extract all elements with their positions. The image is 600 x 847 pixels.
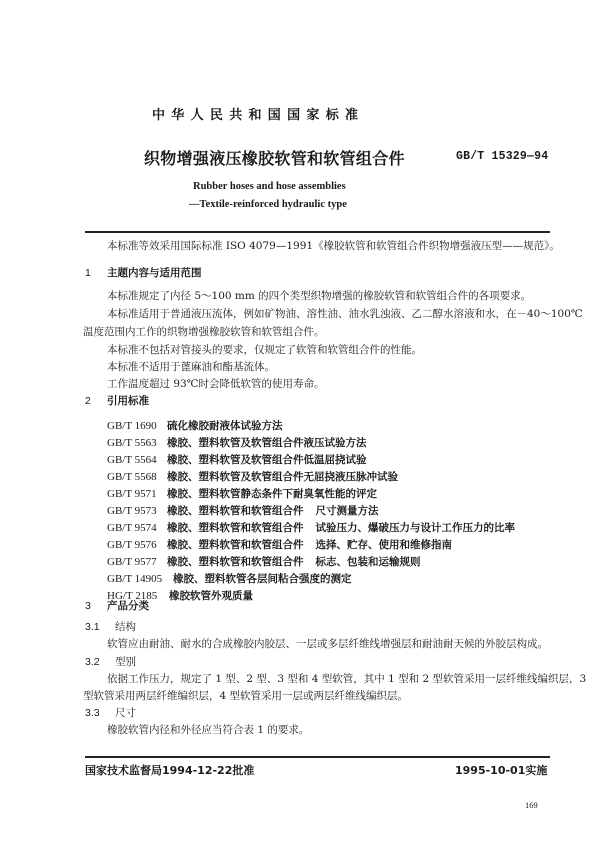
reference-item bbox=[107, 452, 367, 467]
section-1-paragraph: 本标准适用于普通液压流体，例如矿物油、溶性油、油水乳浊液、乙二醇水溶液和水，在－40～100℃ bbox=[107, 308, 583, 320]
intro-paragraph: 本标准等效采用国际标准 ISO 4079—1991《橡胶软管和软管组合件织物增强液压型——规范》。 bbox=[107, 240, 560, 252]
reference-code: GB/T 1690 bbox=[107, 420, 157, 432]
subsection-3-1-heading bbox=[85, 620, 136, 634]
reference-code: GB/T 9577 bbox=[107, 556, 157, 568]
subsection-number: 3.3 bbox=[85, 707, 100, 719]
section-number: 2 bbox=[85, 395, 91, 407]
section-title: 引用标准 bbox=[107, 395, 149, 407]
section-1-paragraph: 本标准不包括对管接头的要求，仅规定了软管和软管组合件的性能。 bbox=[107, 344, 422, 356]
reference-item bbox=[107, 571, 352, 586]
reference-subtitle: 标志、包装和运输规则 bbox=[315, 556, 421, 568]
national-standard-label: 中华人民共和国国家标准 bbox=[152, 108, 365, 123]
subsection-title: 尺寸 bbox=[115, 707, 136, 719]
reference-title: 橡胶、塑料软管及软管组合件无屈挠液压脉冲试验 bbox=[167, 471, 398, 483]
reference-title: 橡胶、塑料软管及软管组合件低温屈挠试验 bbox=[167, 454, 367, 466]
reference-title: 硫化橡胶耐液体试验方法 bbox=[167, 420, 283, 432]
subsection-number: 3.2 bbox=[85, 656, 100, 668]
reference-title: 橡胶软管外观质量 bbox=[169, 590, 253, 602]
section-title: 主题内容与适用范围 bbox=[107, 267, 202, 279]
section-title: 产品分类 bbox=[107, 600, 149, 612]
document-title-en-line1: Rubber hoses and hose assemblies bbox=[193, 181, 346, 192]
section-number: 1 bbox=[85, 267, 91, 279]
reference-code: HG/T 2185 bbox=[107, 590, 158, 602]
header-divider bbox=[85, 231, 550, 233]
reference-item bbox=[107, 486, 377, 501]
reference-item bbox=[107, 537, 452, 552]
reference-subtitle: 尺寸测量方法 bbox=[315, 505, 379, 517]
section-number: 3 bbox=[85, 600, 91, 612]
document-title-cn: 织物增强液压橡胶软管和软管组合件 bbox=[144, 149, 405, 168]
reference-item bbox=[107, 418, 283, 433]
section-1-paragraph-continued: 温度范围内工作的织物增强橡胶软管和软管组合件。 bbox=[83, 326, 325, 338]
section-2-heading bbox=[85, 393, 149, 408]
reference-item bbox=[107, 435, 367, 450]
page-number: 169 bbox=[525, 800, 538, 810]
subsection-3-3-heading bbox=[85, 706, 136, 720]
reference-title: 橡胶、塑料软管及软管组合件液压试验方法 bbox=[167, 437, 367, 449]
reference-item bbox=[107, 503, 379, 518]
reference-item bbox=[107, 520, 515, 535]
approval-date: 国家技术监督局1994-12-22批准 bbox=[85, 764, 255, 777]
subsection-title: 型别 bbox=[115, 656, 136, 668]
reference-code: GB/T 9576 bbox=[107, 539, 157, 551]
subsection-title: 结构 bbox=[115, 621, 136, 633]
subsection-3-1-text: 软管应由耐油、耐水的合成橡胶内胶层、一层或多层纤维线增强层和耐油耐天候的外胶层构成。 bbox=[107, 638, 548, 650]
reference-title: 橡胶、塑料软管和软管组合件 bbox=[167, 505, 304, 517]
standard-code: GB/T 15329—94 bbox=[456, 150, 549, 163]
subsection-3-2-heading bbox=[85, 655, 136, 669]
section-1-paragraph: 本标准规定了内径 5～100 mm 的四个类型织物增强的橡胶软管和软管组合件的各项要求。 bbox=[107, 290, 532, 302]
reference-title: 橡胶、塑料软管和软管组合件 bbox=[167, 539, 304, 551]
subsection-3-2-text: 依据工作压力，规定了 1 型、2 型、3 型和 4 型软管，其中 1 型和 2 型软管采用一层纤维线编织层，3 bbox=[107, 673, 587, 685]
reference-subtitle: 选择、贮存、使用和维修指南 bbox=[315, 539, 452, 551]
section-1-paragraph: 工作温度超过 93℃时会降低软管的使用寿命。 bbox=[107, 378, 325, 390]
reference-title: 橡胶、塑料软管和软管组合件 bbox=[167, 522, 304, 534]
reference-title: 橡胶、塑料软管和软管组合件 bbox=[167, 556, 304, 568]
subsection-3-3-text: 橡胶软管内径和外径应当符合表 1 的要求。 bbox=[107, 724, 310, 736]
footer-divider bbox=[85, 756, 550, 758]
reference-item bbox=[107, 469, 398, 484]
subsection-3-2-text-continued: 型软管采用两层纤维编织层，4 型软管采用一层或两层纤维线编织层。 bbox=[83, 690, 409, 702]
document-title-en-line2: —Textile-reinforced hydraulic type bbox=[189, 199, 347, 210]
reference-code: GB/T 5563 bbox=[107, 437, 157, 449]
reference-code: GB/T 5564 bbox=[107, 454, 157, 466]
reference-title: 橡胶、塑料软管静态条件下耐臭氧性能的评定 bbox=[167, 488, 377, 500]
reference-code: GB/T 9574 bbox=[107, 522, 157, 534]
reference-code: GB/T 9573 bbox=[107, 505, 157, 517]
subsection-number: 3.1 bbox=[85, 621, 100, 633]
reference-title: 橡胶、塑料软管各层间粘合强度的测定 bbox=[173, 573, 352, 585]
section-1-heading bbox=[85, 265, 202, 280]
reference-item bbox=[107, 554, 421, 569]
section-3-heading bbox=[85, 598, 149, 613]
reference-code: GB/T 9571 bbox=[107, 488, 157, 500]
reference-code: GB/T 14905 bbox=[107, 573, 163, 585]
reference-subtitle: 试验压力、爆破压力与设计工作压力的比率 bbox=[315, 522, 515, 534]
section-1-paragraph: 本标准不适用于蓖麻油和酯基流体。 bbox=[107, 361, 275, 373]
reference-code: GB/T 5568 bbox=[107, 471, 157, 483]
implementation-date: 1995-10-01实施 bbox=[455, 764, 548, 777]
